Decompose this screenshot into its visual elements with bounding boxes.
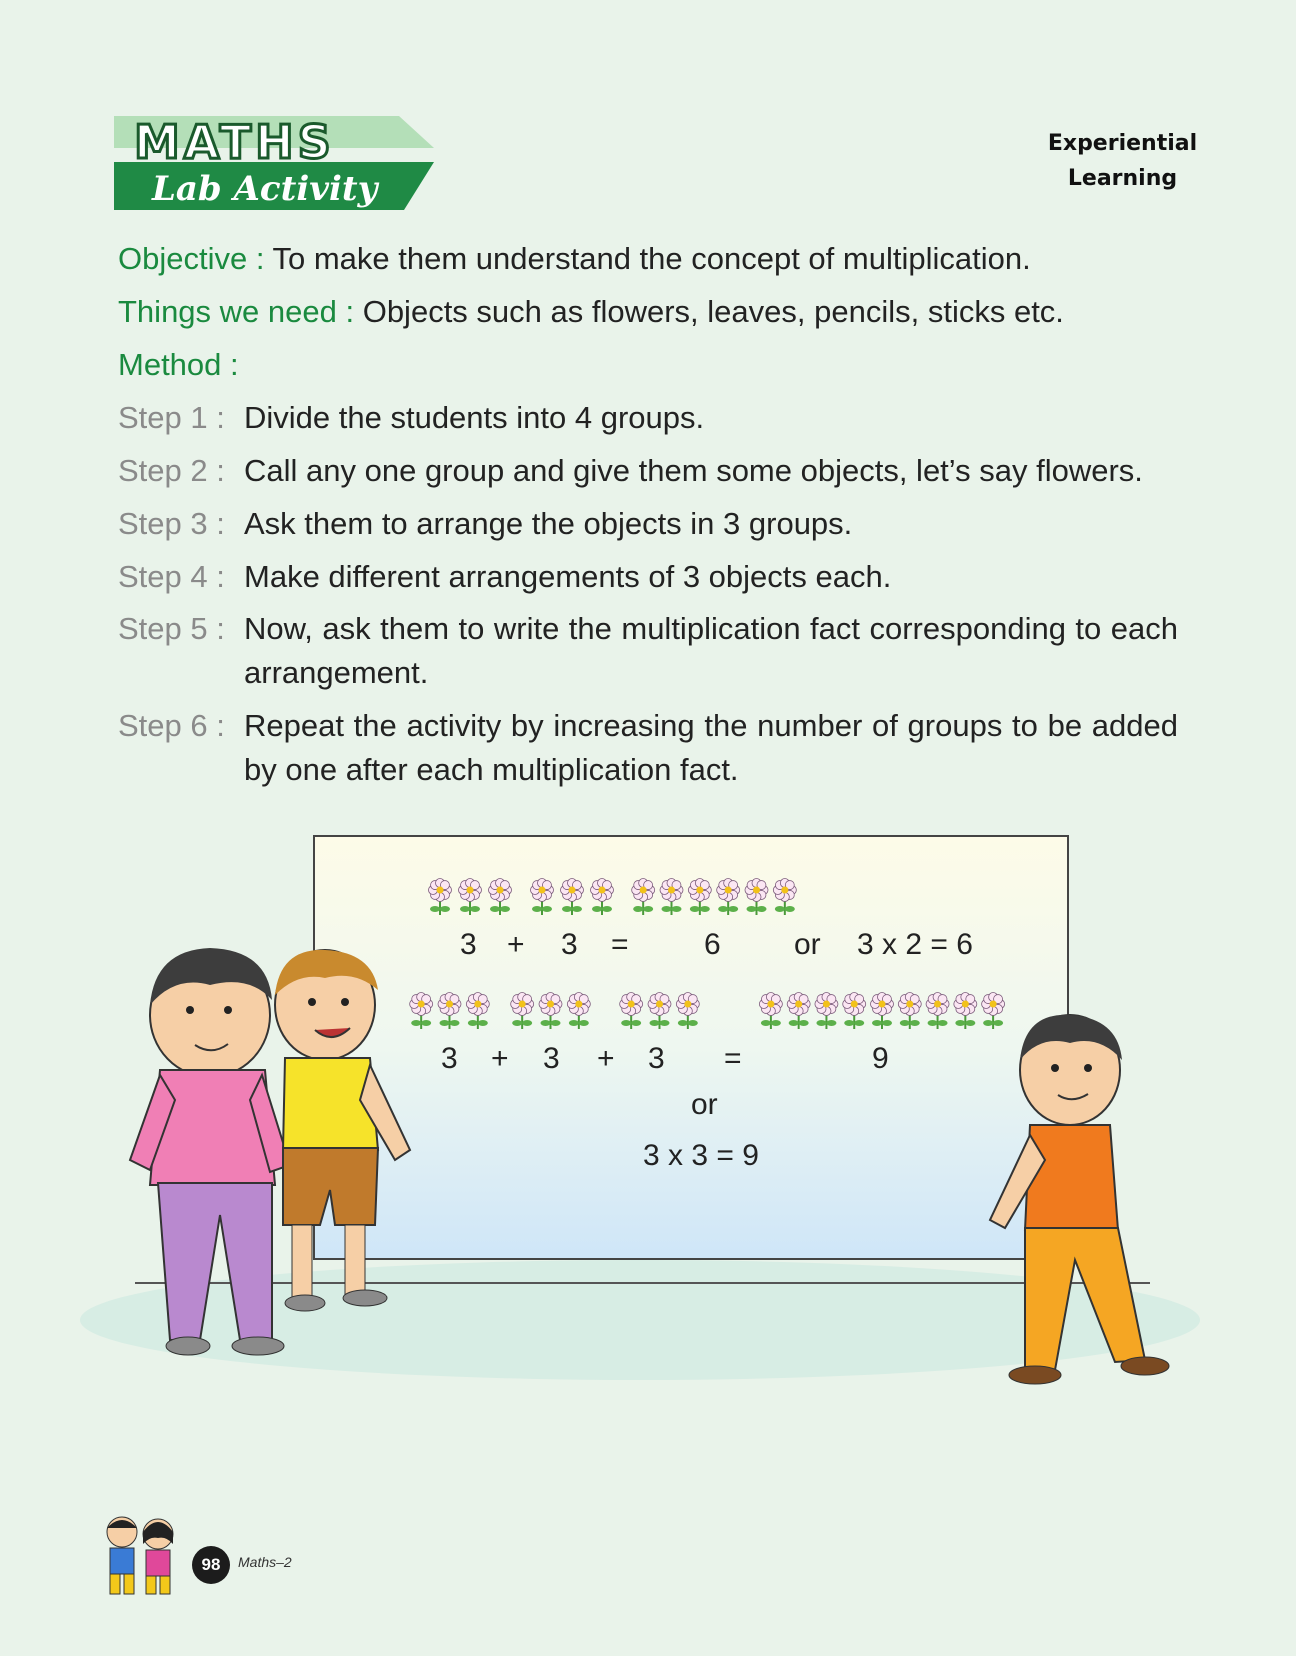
flower-icon [531, 879, 554, 916]
eq2-c: 3 [648, 1042, 665, 1075]
step-text: Call any one group and give them some objects, let’s say flowers. [244, 453, 1143, 488]
step-text: Divide the students into 4 groups. [244, 400, 705, 435]
step-label: Step 6 : [118, 708, 225, 743]
flower-icon [591, 879, 614, 916]
eq1-a: 3 [460, 928, 477, 961]
step-label: Step 4 : [118, 559, 225, 594]
eq1-plus: + [507, 928, 525, 961]
flower-icon [676, 993, 699, 1030]
eq2-fact: 3 x 3 = 9 [643, 1139, 759, 1172]
flower-icon [898, 993, 921, 1030]
flower-icon [759, 993, 782, 1030]
flower-icon [410, 993, 433, 1030]
eq2-plus2: + [597, 1042, 615, 1075]
objective-text: To make them understand the concept of multiplication. [264, 241, 1031, 276]
flower-icon [438, 993, 461, 1030]
eq1-equals: = [611, 928, 629, 961]
things-label: Things we need : [118, 294, 355, 329]
experiential-learning-tag [1040, 126, 1205, 196]
eq1-or: or [794, 928, 821, 961]
flower-icon [745, 879, 768, 916]
flower-group-3 [508, 989, 593, 1031]
boy-pink-shirt [130, 948, 290, 1355]
eq1-sum: 6 [704, 928, 721, 961]
flower-group-3 [527, 875, 617, 917]
step-label: Step 3 : [118, 506, 225, 541]
flower-icon [717, 879, 740, 916]
tag-line-1: Experiential [1047, 131, 1198, 156]
step-label: Step 1 : [118, 400, 225, 435]
method-line [118, 347, 239, 383]
flower-icon [567, 993, 590, 1030]
method-label: Method : [118, 347, 239, 382]
flower-icon [954, 993, 977, 1030]
flower-icon [787, 993, 810, 1030]
flower-icon [511, 993, 534, 1030]
flower-icon [459, 879, 482, 916]
things-text: Objects such as flowers, leaves, pencils, sticks etc. [354, 294, 1064, 329]
banner-subtitle: Lab Activity [152, 169, 378, 209]
flower-icon [815, 993, 838, 1030]
eq2-sum: 9 [872, 1042, 889, 1075]
flower-icon [843, 993, 866, 1030]
step-text: Make different arrangements of 3 objects each. [244, 559, 892, 594]
flower-icon [660, 879, 683, 916]
flower-group-3 [425, 875, 515, 917]
step-label: Step 2 : [118, 453, 225, 488]
flower-group-3 [407, 989, 492, 1031]
flower-group-6 [629, 875, 799, 917]
eq2-equals: = [724, 1042, 742, 1075]
book-title: Maths–2 [238, 1554, 292, 1570]
things-line [118, 294, 1064, 330]
eq1-b: 3 [561, 928, 578, 961]
flower-icon [466, 993, 489, 1030]
flower-icon [648, 993, 671, 1030]
flower-icon [561, 879, 584, 916]
flower-icon [871, 993, 894, 1030]
flower-icon [429, 879, 452, 916]
banner-title: MATHS [134, 116, 335, 169]
eq1-fact: 3 x 2 = 6 [857, 928, 973, 961]
flower-icon [688, 879, 711, 916]
step-text: Now, ask them to write the multiplication fact corresponding to each arrangement. [244, 611, 1178, 690]
objective-line [118, 241, 1031, 277]
step-label: Step 5 : [118, 611, 225, 646]
flower-icon [620, 993, 643, 1030]
eq2-plus1: + [491, 1042, 509, 1075]
flower-icon [489, 879, 512, 916]
flower-group-9 [757, 989, 1007, 1031]
maths-lab-activity-banner [114, 116, 434, 212]
eq2-or: or [691, 1088, 718, 1121]
whiteboard [313, 835, 1069, 1260]
step-text: Ask them to arrange the objects in 3 groups. [244, 506, 853, 541]
flower-icon [773, 879, 796, 916]
objective-label: Objective : [118, 241, 265, 276]
flower-group-3 [617, 989, 702, 1031]
flower-icon [926, 993, 949, 1030]
step-text: Repeat the activity by increasing the number of groups to be added by one after each multiplication fact. [244, 708, 1178, 787]
eq2-a: 3 [441, 1042, 458, 1075]
eq2-b: 3 [543, 1042, 560, 1075]
flower-icon [632, 879, 655, 916]
page-number: 98 [192, 1546, 230, 1584]
flower-icon [982, 993, 1005, 1030]
tag-line-2: Learning [1067, 166, 1178, 191]
flower-icon [539, 993, 562, 1030]
